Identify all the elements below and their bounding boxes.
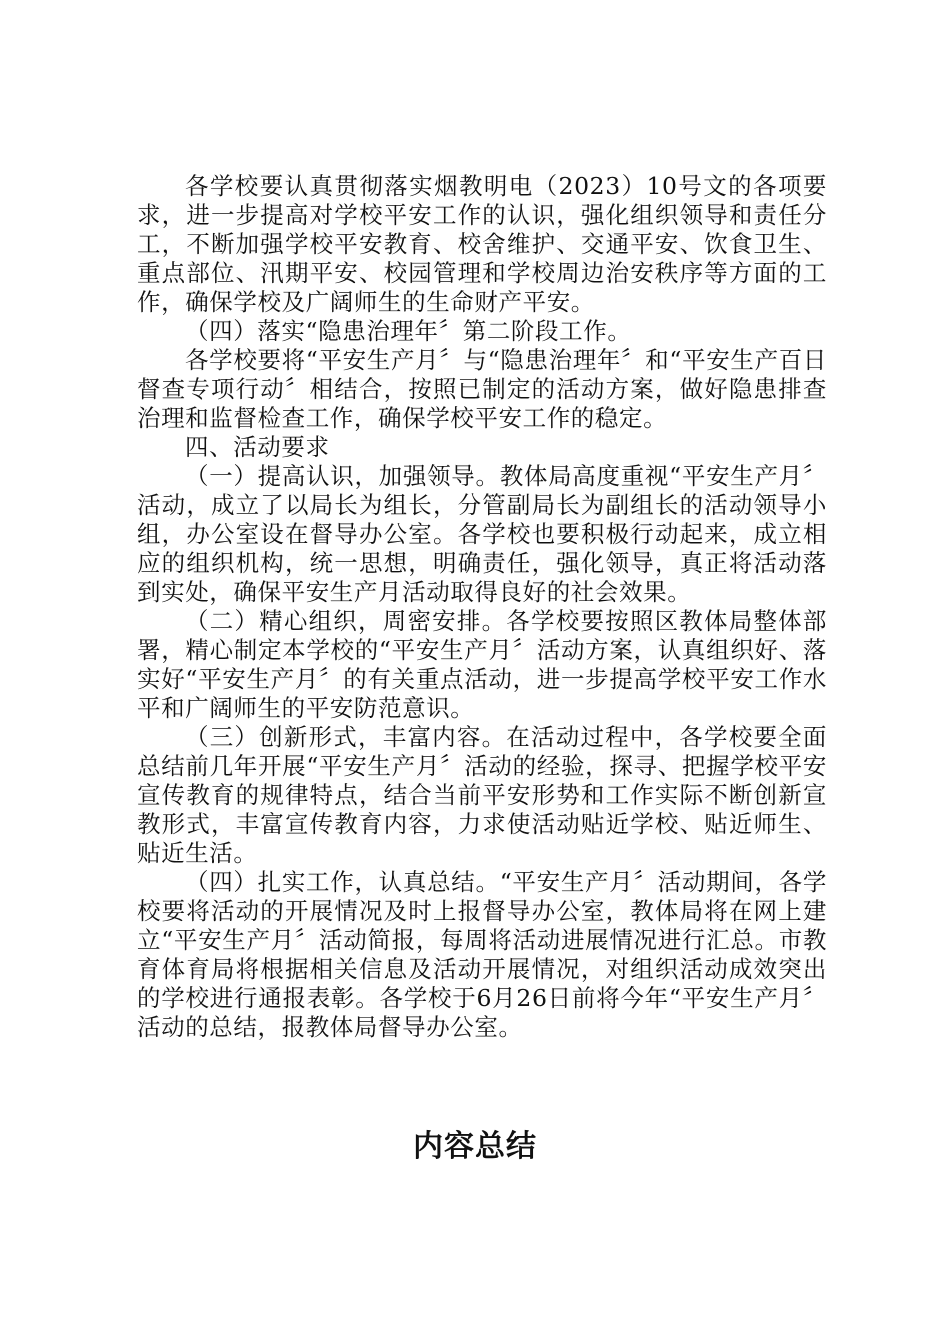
paragraph-careful-organization: （二）精心组织，周密安排。各学校要按照区教体局整体部署，精心制定本学校的“平安生产月〞活动方案，认真组织好、落实好“平安生产月〞的有关重点活动，进一步提高学校平安工作水平和广阔师生的平安防范意识。 xyxy=(137,607,827,722)
summary-title: 内容总结 xyxy=(413,1129,537,1164)
paragraph-solid-work-summary: （四）扎实工作，认真总结。“平安生产月〞活动期间，各学校要将活动的开展情况及时上报督导办公室，教体局将在网上建立“平安生产月〞活动简报，每周将活动进展情况进行汇总。市教育体育局将根据相关信息及活动开展情况，对组织活动成效突出的学校进行通报表彰。各学校于6月26日前将今年“平安生产月〞活动的总结，报教体局督导办公室。 xyxy=(137,868,827,1041)
paragraph-school-requirements: 各学校要认真贯彻落实烟教明电（2023）10号文的各项要求，进一步提高对学校平安工作的认识，强化组织领导和责任分工，不断加强学校平安教育、校舍维护、交通平安、饮食卫生、重点部位、汛期平安、校园管理和学校周边治安秩序等方面的工作，确保学校及广阔师生的生命财产平安。 xyxy=(137,172,827,316)
document-body xyxy=(137,172,827,1042)
paragraph-raise-awareness: （一）提高认识，加强领导。教体局高度重视“平安生产月〞活动，成立了以局长为组长，分管副局长为副组长的活动领导小组，办公室设在督导办公室。各学校也要积极行动起来，成立相应的组织机构，统一思想，明确责任，强化领导，真正将活动落到实处，确保平安生产月活动取得良好的社会效果。 xyxy=(137,462,827,606)
paragraph-innovate-forms: （三）创新形式，丰富内容。在活动过程中，各学校要全面总结前几年开展“平安生产月〞活动的经验，探寻、把握学校平安宣传教育的规律特点，结合当前平安形势和工作实际不断创新宣教形式，丰富宣传教育内容，力求使活动贴近学校、贴近师生、贴近生活。 xyxy=(137,723,827,867)
paragraph-combine-activities: 各学校要将“平安生产月〞与“隐患治理年〞和“平安生产百日督查专项行动〞相结合，按照已制定的活动方案，做好隐患排查治理和监督检查工作，确保学校平安工作的稳定。 xyxy=(137,346,827,432)
paragraph-hazard-stage-two: （四）落实“隐患治理年〞第二阶段工作。 xyxy=(185,317,632,345)
section-heading-activity-requirements: 四、活动要求 xyxy=(185,433,330,461)
